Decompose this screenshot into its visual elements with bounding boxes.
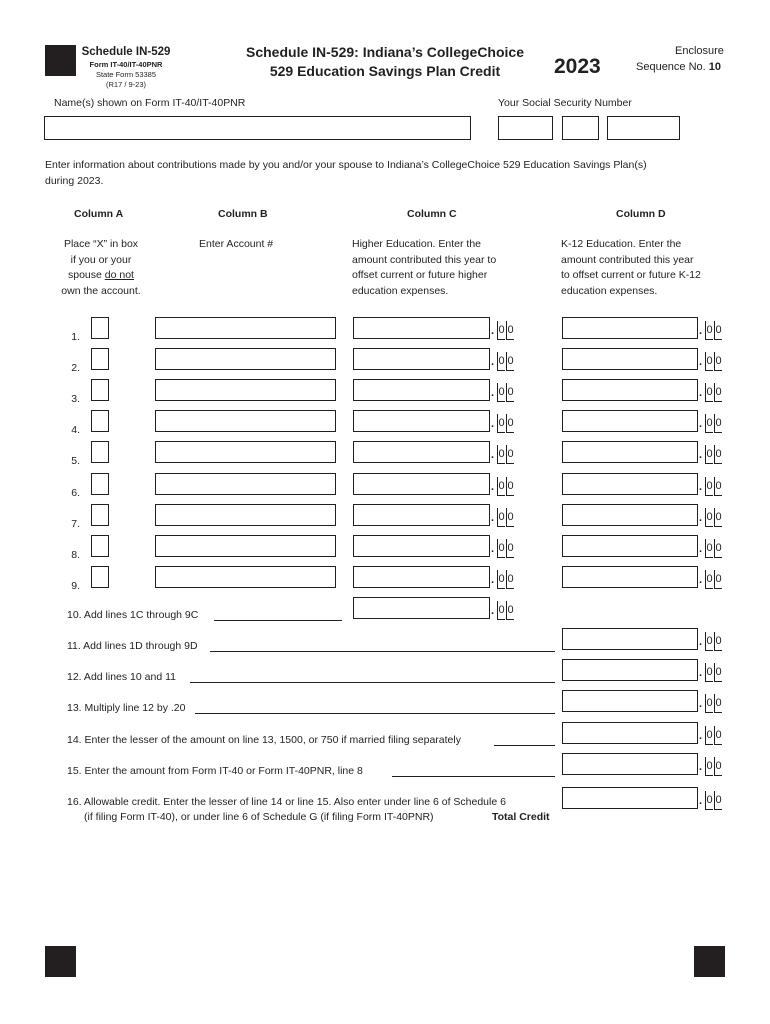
row-3-column-d-amount-cents — [705, 383, 722, 402]
line-12-amount-cents-digit: 0 — [705, 663, 713, 682]
line-14-amount-cents-digit: 0 — [705, 726, 713, 745]
row-1-column-d-amount[interactable] — [562, 317, 698, 339]
row-8-column-d-amount[interactable] — [562, 535, 698, 557]
row-2-column-c-amount-cents-digit: 0 — [497, 352, 505, 371]
line-15-label: 15. Enter the amount from Form IT-40 or Form IT-40PNR, line 8 — [67, 765, 363, 777]
column-c-header: Column C — [407, 208, 457, 220]
row-6-column-a-checkbox[interactable] — [91, 473, 109, 495]
row-5-number: 5. — [71, 455, 80, 467]
column-a-header: Column A — [74, 208, 124, 220]
row-5-column-c-amount[interactable] — [353, 441, 490, 463]
line-14-label: 14. Enter the lesser of the amount on line 13, 1500, or 750 if married filing separately — [67, 734, 461, 746]
row-1-column-d-amount-cents-digit: 0 — [714, 321, 722, 340]
row-7-column-d-amount[interactable] — [562, 504, 698, 526]
row-6-column-d-amount-cents-digit: 0 — [714, 477, 722, 496]
intro-line1: Enter information about contributions made by you and/or your spouse to Indiana’s CollegeChoice 529 Education Savings Plan(s) — [45, 159, 647, 171]
row-6-number: 6. — [71, 487, 80, 499]
row-8-column-c-amount[interactable] — [353, 535, 490, 557]
line-14-amount[interactable] — [562, 722, 698, 744]
row-7-column-c-amount[interactable] — [353, 504, 490, 526]
row-3-column-a-checkbox[interactable] — [91, 379, 109, 401]
row-9-column-c-amount-cents — [497, 570, 514, 589]
row-6-column-c-amount-cents — [497, 477, 514, 496]
row-1-column-c-amount-cents-digit: 0 — [506, 321, 514, 340]
line-16-amount[interactable] — [562, 787, 698, 809]
row-8-column-a-checkbox[interactable] — [91, 535, 109, 557]
line-12-amount-decimal: . — [699, 667, 703, 679]
column-c-description: Higher Education. Enter the amount contributed this year to offset current or future higher education expenses. — [352, 238, 497, 297]
sequence-label: Sequence No. — [636, 61, 706, 73]
row-3-column-c-amount-cents-digit: 0 — [497, 383, 505, 402]
row-8-column-c-amount-cents-digit: 0 — [506, 539, 514, 558]
row-4-column-c-amount-cents-digit: 0 — [497, 414, 505, 433]
line-10-amount[interactable] — [353, 597, 490, 619]
form-title-line2: 529 Education Savings Plan Credit — [269, 63, 501, 79]
row-6-column-c-amount-decimal: . — [491, 481, 495, 493]
line-14-amount-cents — [705, 726, 722, 745]
line-13-amount[interactable] — [562, 690, 698, 712]
column-d-header: Column D — [616, 208, 666, 220]
row-6-column-d-amount-cents — [705, 477, 722, 496]
row-8-column-c-amount-cents-digit: 0 — [497, 539, 505, 558]
row-5-column-d-amount-cents — [705, 445, 722, 464]
line-10-amount-cents-digit: 0 — [497, 601, 505, 620]
row-3-column-d-amount[interactable] — [562, 379, 698, 401]
row-9-column-d-amount-cents — [705, 570, 722, 589]
row-1-column-c-amount-cents-digit: 0 — [497, 321, 505, 340]
row-6-column-d-amount-cents-digit: 0 — [705, 477, 713, 496]
line-12-amount-cents-digit: 0 — [714, 663, 722, 682]
row-5-column-c-amount-decimal: . — [491, 449, 495, 461]
row-9-column-c-amount-decimal: . — [491, 574, 495, 586]
row-9-column-d-amount[interactable] — [562, 566, 698, 588]
row-1-column-c-amount-cents — [497, 321, 514, 340]
row-8-column-c-amount-cents — [497, 539, 514, 558]
row-5-column-c-amount-cents-digit: 0 — [506, 445, 514, 464]
row-7-column-a-checkbox[interactable] — [91, 504, 109, 526]
line-13-amount-cents-digit: 0 — [705, 694, 713, 713]
line-11-amount[interactable] — [562, 628, 698, 650]
line-13-leader — [195, 702, 555, 714]
line-16-amount-cents — [705, 791, 722, 810]
line-11-amount-cents — [705, 632, 722, 651]
line-13-amount-cents-digit: 0 — [714, 694, 722, 713]
line-11-amount-cents-digit: 0 — [714, 632, 722, 651]
line-16-amount-decimal: . — [699, 795, 703, 807]
row-4-column-d-amount[interactable] — [562, 410, 698, 432]
row-2-column-d-amount-decimal: . — [699, 356, 703, 368]
line-15-amount[interactable] — [562, 753, 698, 775]
line-12-amount-cents — [705, 663, 722, 682]
row-5-column-d-amount-cents-digit: 0 — [714, 445, 722, 464]
row-3-column-c-amount-cents-digit: 0 — [506, 383, 514, 402]
line-15-amount-decimal: . — [699, 761, 703, 773]
row-3-column-d-amount-cents-digit: 0 — [705, 383, 713, 402]
row-2-column-c-amount[interactable] — [353, 348, 490, 370]
line-14-amount-decimal: . — [699, 730, 703, 742]
row-7-column-c-amount-cents-digit: 0 — [506, 508, 514, 527]
line-14-amount-cents-digit: 0 — [714, 726, 722, 745]
ssn-part1-input[interactable] — [498, 116, 553, 140]
row-1-column-d-amount-cents-digit: 0 — [705, 321, 713, 340]
row-2-column-d-amount-cents-digit: 0 — [714, 352, 722, 371]
row-4-column-d-amount-cents — [705, 414, 722, 433]
row-9-column-d-amount-cents-digit: 0 — [705, 570, 713, 589]
line-16-amount-cents-digit: 0 — [714, 791, 722, 810]
row-3-column-c-amount-decimal: . — [491, 387, 495, 399]
row-7-column-d-amount-decimal: . — [699, 512, 703, 524]
row-4-number: 4. — [71, 424, 80, 436]
row-2-column-b-account-input[interactable] — [155, 348, 336, 370]
row-9-column-d-amount-cents-digit: 0 — [714, 570, 722, 589]
row-7-column-d-amount-cents-digit: 0 — [705, 508, 713, 527]
row-3-column-c-amount[interactable] — [353, 379, 490, 401]
sequence-number: 10 — [708, 61, 722, 73]
row-3-column-d-amount-cents-digit: 0 — [714, 383, 722, 402]
registration-mark-bottom-right — [694, 946, 725, 977]
row-1-column-d-amount-decimal: . — [699, 325, 703, 337]
row-8-number: 8. — [71, 549, 80, 561]
row-6-column-c-amount-cents-digit: 0 — [506, 477, 514, 496]
line-16-label-line1: 16. Allowable credit. Enter the lesser of line 14 or line 15. Also enter under line 6 of Schedule 6 — [67, 796, 506, 808]
line-10-leader — [214, 609, 342, 621]
row-4-column-c-amount-decimal: . — [491, 418, 495, 430]
column-b-header: Column B — [218, 208, 268, 220]
ssn-part3-input[interactable] — [607, 116, 680, 140]
line-13-amount-decimal: . — [699, 698, 703, 710]
row-3-column-c-amount-cents — [497, 383, 514, 402]
row-5-column-b-account-input[interactable] — [155, 441, 336, 463]
row-6-column-b-account-input[interactable] — [155, 473, 336, 495]
row-7-column-d-amount-cents — [705, 508, 722, 527]
column-d-description: K-12 Education. Enter the amount contributed this year to offset current or future K-12 education expenses. — [561, 238, 701, 297]
enclosure-label: Enclosure — [675, 45, 724, 57]
intro-line2: during 2023. — [45, 175, 104, 187]
row-1-number: 1. — [71, 331, 80, 343]
row-2-number: 2. — [71, 362, 80, 374]
row-7-column-d-amount-cents-digit: 0 — [714, 508, 722, 527]
row-4-column-d-amount-cents-digit: 0 — [705, 414, 713, 433]
line-13-label: 13. Multiply line 12 by .20 — [67, 702, 186, 714]
column-b-description: Enter Account # — [199, 238, 274, 250]
ssn-part2-input[interactable] — [562, 116, 599, 140]
row-7-column-c-amount-cents-digit: 0 — [497, 508, 505, 527]
row-9-column-d-amount-decimal: . — [699, 574, 703, 586]
row-1-column-a-checkbox[interactable] — [91, 317, 109, 339]
row-1-column-c-amount-decimal: . — [491, 325, 495, 337]
row-4-column-a-checkbox[interactable] — [91, 410, 109, 432]
row-9-column-c-amount-cents-digit: 0 — [506, 570, 514, 589]
row-9-number: 9. — [71, 580, 80, 592]
line-14-leader — [494, 734, 555, 746]
row-2-column-d-amount[interactable] — [562, 348, 698, 370]
line-15-amount-cents-digit: 0 — [705, 757, 713, 776]
line-15-amount-cents — [705, 757, 722, 776]
row-5-column-d-amount-decimal: . — [699, 449, 703, 461]
row-8-column-c-amount-decimal: . — [491, 543, 495, 555]
names-label: Name(s) shown on Form IT-40/IT-40PNR — [54, 97, 246, 109]
line-11-leader — [210, 640, 555, 652]
row-8-column-b-account-input[interactable] — [155, 535, 336, 557]
line-11-amount-cents-digit: 0 — [705, 632, 713, 651]
column-a-description: Place “X” in box if you or your spouse do not own the account. — [61, 238, 141, 297]
row-5-column-d-amount-cents-digit: 0 — [705, 445, 713, 464]
line-11-amount-decimal: . — [699, 636, 703, 648]
row-2-column-c-amount-cents — [497, 352, 514, 371]
row-1-column-c-amount[interactable] — [353, 317, 490, 339]
row-3-number: 3. — [71, 393, 80, 405]
total-credit-label: Total Credit — [492, 811, 550, 823]
row-8-column-d-amount-cents-digit: 0 — [705, 539, 713, 558]
row-4-column-d-amount-decimal: . — [699, 418, 703, 430]
schedule-name: Schedule IN-529 — [81, 46, 171, 58]
row-6-column-c-amount[interactable] — [353, 473, 490, 495]
names-input[interactable] — [44, 116, 471, 140]
line-11-label: 11. Add lines 1D through 9D — [67, 640, 198, 652]
row-5-column-d-amount[interactable] — [562, 441, 698, 463]
row-2-column-c-amount-cents-digit: 0 — [506, 352, 514, 371]
row-4-column-c-amount-cents — [497, 414, 514, 433]
line-12-label: 12. Add lines 10 and 11 — [67, 671, 176, 683]
line-10-amount-cents-digit: 0 — [506, 601, 514, 620]
line-15-amount-cents-digit: 0 — [714, 757, 722, 776]
row-6-column-d-amount[interactable] — [562, 473, 698, 495]
row-9-column-b-account-input[interactable] — [155, 566, 336, 588]
row-8-column-d-amount-decimal: . — [699, 543, 703, 555]
line-12-amount[interactable] — [562, 659, 698, 681]
tax-year: 2023 — [554, 55, 601, 78]
line-10-amount-decimal: . — [491, 605, 495, 617]
line-16-amount-cents-digit: 0 — [705, 791, 713, 810]
row-2-column-c-amount-decimal: . — [491, 356, 495, 368]
form-reference: Form IT-40/IT-40PNR — [89, 60, 163, 69]
row-8-column-d-amount-cents-digit: 0 — [714, 539, 722, 558]
line-16-label-line2: (if filing Form IT-40), or under line 6 of Schedule G (if filing Form IT-40PNR) — [84, 811, 434, 823]
line-10-amount-cents — [497, 601, 514, 620]
row-5-column-c-amount-cents — [497, 445, 514, 464]
line-10-label: 10. Add lines 1C through 9C — [67, 609, 199, 621]
line-15-leader — [392, 765, 555, 777]
form-revision: (R17 / 9-23) — [105, 80, 147, 89]
row-5-column-a-checkbox[interactable] — [91, 441, 109, 463]
row-5-column-c-amount-cents-digit: 0 — [497, 445, 505, 464]
row-7-column-c-amount-decimal: . — [491, 512, 495, 524]
row-2-column-d-amount-cents-digit: 0 — [705, 352, 713, 371]
row-6-column-c-amount-cents-digit: 0 — [497, 477, 505, 496]
row-4-column-d-amount-cents-digit: 0 — [714, 414, 722, 433]
row-3-column-b-account-input[interactable] — [155, 379, 336, 401]
row-6-column-d-amount-decimal: . — [699, 481, 703, 493]
row-4-column-c-amount-cents-digit: 0 — [506, 414, 514, 433]
registration-mark-bottom-left — [45, 946, 76, 977]
registration-mark-top-left — [45, 45, 76, 76]
row-9-column-c-amount[interactable] — [353, 566, 490, 588]
row-9-column-c-amount-cents-digit: 0 — [497, 570, 505, 589]
row-4-column-c-amount[interactable] — [353, 410, 490, 432]
form-title-line1: Schedule IN-529: Indiana’s CollegeChoice — [246, 44, 524, 60]
row-1-column-b-account-input[interactable] — [155, 317, 336, 339]
ssn-label: Your Social Security Number — [498, 97, 632, 109]
row-7-number: 7. — [71, 518, 80, 530]
state-form-number: State Form 53385 — [95, 70, 157, 79]
row-8-column-d-amount-cents — [705, 539, 722, 558]
row-7-column-c-amount-cents — [497, 508, 514, 527]
row-1-column-d-amount-cents — [705, 321, 722, 340]
line-12-leader — [190, 671, 555, 683]
sequence-number-row — [636, 62, 721, 73]
row-7-column-b-account-input[interactable] — [155, 504, 336, 526]
line-13-amount-cents — [705, 694, 722, 713]
row-9-column-a-checkbox[interactable] — [91, 566, 109, 588]
row-3-column-d-amount-decimal: . — [699, 387, 703, 399]
row-2-column-a-checkbox[interactable] — [91, 348, 109, 370]
row-4-column-b-account-input[interactable] — [155, 410, 336, 432]
row-2-column-d-amount-cents — [705, 352, 722, 371]
